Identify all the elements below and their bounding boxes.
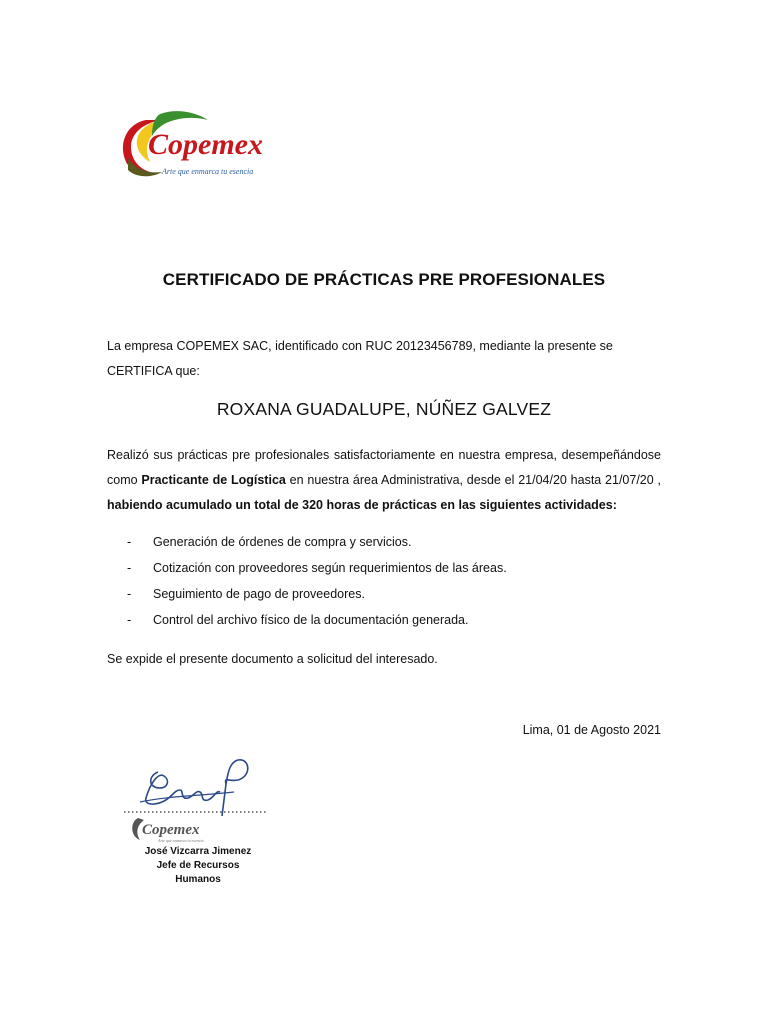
- bullet-dash: -: [127, 613, 132, 627]
- intro-paragraph: La empresa COPEMEX SAC, identificado con RUC 20123456789, mediante la presente se CERTIFICA que:: [107, 339, 613, 378]
- activity-text: Control del archivo físico de la documentación generada.: [153, 613, 469, 627]
- body-part-2: en nuestra área Administrativa, desde el 21/04/20 hasta 21/07/20 ,: [285, 473, 661, 487]
- list-item: [127, 584, 687, 610]
- closing-paragraph: Se expide el presente documento a solicitud del interesado.: [107, 652, 438, 666]
- list-item: [127, 558, 687, 584]
- bullet-dash: -: [127, 561, 132, 575]
- recipient-name: ROXANA GUADALUPE, NÚÑEZ GALVEZ: [216, 399, 552, 419]
- signer-block: [133, 845, 263, 887]
- body-part-1: Realizó sus prácticas pre profesionales satisfactoriamente en nuestra empresa, desempeñándose como: [107, 448, 661, 487]
- logo-brand-text: Copemex: [148, 128, 263, 161]
- signer-name: José Vizcarra Jimenez: [144, 846, 252, 857]
- bullet-dash: -: [127, 535, 132, 549]
- signature-ink-underline: [140, 792, 234, 802]
- certificate-title: CERTIFICADO DE PRÁCTICAS PRE PROFESIONALES: [162, 270, 606, 289]
- list-item: [127, 610, 687, 636]
- body-paragraph: [107, 443, 661, 518]
- signer-role: Jefe de Recursos Humanos: [156, 860, 240, 885]
- activity-text: Cotización con proveedores según requerimientos de las áreas.: [153, 561, 507, 575]
- activity-text: Seguimiento de pago de proveedores.: [153, 587, 365, 601]
- company-logo: [116, 108, 316, 184]
- signature-block: [118, 754, 288, 846]
- bullet-dash: -: [127, 587, 132, 601]
- stamp-tagline: Arte que enmarca tu esencia: [158, 838, 204, 843]
- list-item: [127, 532, 687, 558]
- activity-text: Generación de órdenes de compra y servicios.: [153, 535, 412, 549]
- stamp-brand-text: Copemex: [142, 822, 200, 838]
- date-line: Lima, 01 de Agosto 2021: [522, 723, 661, 737]
- body-part-3: habiendo acumulado un total de 320 horas de prácticas en las siguientes actividades:: [107, 498, 617, 512]
- logo-tagline: Arte que enmarca tu esencia: [162, 167, 254, 176]
- activities-list: [127, 532, 687, 636]
- position-title: Practicante de Logística: [141, 473, 286, 487]
- signature-ink-loop: [222, 760, 248, 816]
